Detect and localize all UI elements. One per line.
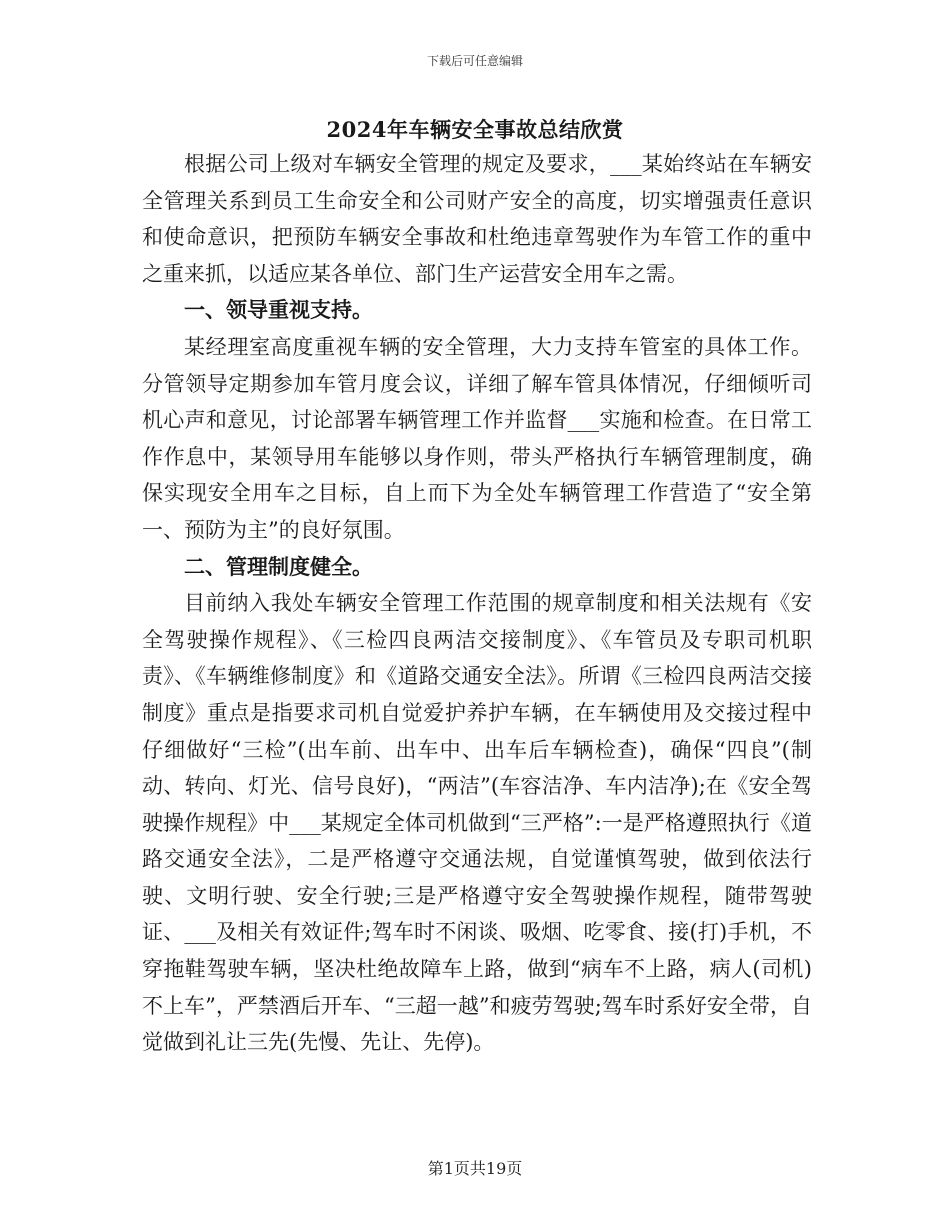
section-2-paragraph: 目前纳入我处车辆安全管理工作范围的规章制度和相关法规有《安全驾驶操作规程》、《三检四良两洁交接制度》、《车管员及专职司机职责》、《车辆维修制度》和《道路交通安全法》。所谓《三检四良两洁交接制度》重点是指要求司机自觉爱护养护车辆，在车辆使用及交接过程中仔细做好“三检”(出车前、出车中、出车后车辆检查)，确保“四良”(制动、转向、灯光、信号良好)，“两洁”(车容洁净、车内洁净);在《安全驾驶操作规程》中___某规定全体司机做到“三严格”:一是严格遵照执行《道路交通安全法》，二是严格遵守交通法规，自觉谨慎驾驶，做到依法行驶、文明行驶、安全行驶;三是严格遵守安全驾驶操作规程，随带驾驶证、___及相关有效证件;驾车时不闲谈、吸烟、吃零食、接(打)手机，不穿拖鞋驾驶车辆，坚决杜绝故障车上路，做到“病车不上路，病人(司机)不上车”，严禁酒后开车、“三超一越”和疲劳驾驶;驾车时系好安全带，自觉做到礼让三先(先慢、先让、先停)。: [142, 591, 812, 1055]
document-title: 2024年车辆安全事故总结欣赏: [326, 117, 624, 142]
page-number: 第1页共19页: [427, 1159, 523, 1178]
header-note: 下载后可任意编辑: [426, 54, 523, 68]
document-body: [142, 146, 812, 1061]
intro-paragraph: 根据公司上级对车辆安全管理的规定及要求，___某始终站在车辆安全管理关系到员工生命安全和公司财产安全的高度，切实增强责任意识和使命意识，把预防车辆安全事故和杜绝违章驾驶作为车管工作的重中之重来抓，以适应某各单位、部门生产运营安全用车之需。: [142, 152, 812, 286]
section-heading-2: 二、管理制度健全。: [184, 553, 373, 579]
section-heading-1: 一、领导重视支持。: [184, 297, 373, 323]
section-1-paragraph: 某经理室高度重视车辆的安全管理，大力支持车管室的具体工作。分管领导定期参加车管月度会议，详细了解车管具体情况，仔细倾听司机心声和意见，讨论部署车辆管理工作并监督___实施和检查。在日常工作作息中，某领导用车能够以身作则，带头严格执行车辆管理制度，确保实现安全用车之目标，自上而下为全处车辆管理工作营造了“安全第一、预防为主”的良好氛围。: [142, 334, 812, 542]
